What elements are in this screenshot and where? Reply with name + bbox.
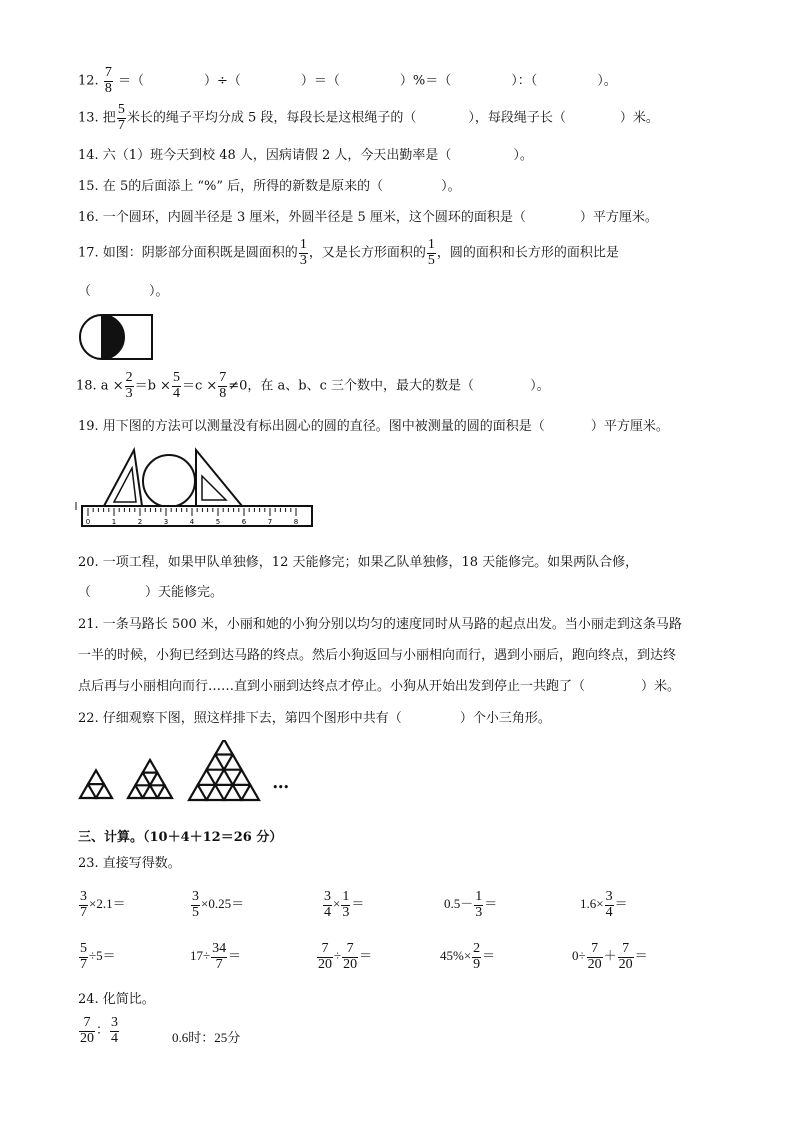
ruler-label: 5 (215, 518, 221, 526)
calc-item: 17÷ $\frac{34}{7}$ ＝ (190, 941, 242, 972)
small-triangle (215, 740, 233, 755)
calc-item: 45%× $\frac{2}{9}$ ＝ (440, 941, 496, 972)
question-17-line2: （ ）。 (78, 284, 169, 299)
fraction: $\frac{7}{8}$ (104, 65, 112, 96)
ruler-label: 3 (163, 518, 169, 526)
small-triangle (135, 773, 150, 786)
continuation-dots: ••• (272, 781, 289, 794)
small-triangle (96, 784, 112, 798)
fraction: $\frac{1}{3}$ (299, 237, 307, 268)
question-20-line2: （ ）天能修完。 (78, 585, 224, 600)
fraction: $\frac{1}{5}$ (427, 237, 435, 268)
question-21: 21. 一条马路长 500 米，小丽和她的小狗分别以均匀的速度同时从马路的起点出发。当小丽走到这条马路 (78, 617, 682, 632)
question-20: 20. 一项工程，如果甲队单独修，12 天能修完；如果乙队单独修，18 天能修完。如果两队合修， (78, 555, 639, 570)
ruler-label: 8 (293, 518, 299, 526)
small-triangle (224, 755, 242, 770)
question-19: 19. 用下图的方法可以测量没有标出圆心的圆的直径。图中被测量的圆的面积是（ ）平方厘米。 (78, 419, 669, 434)
small-triangle (215, 770, 233, 785)
question-16: 16. 一个圆环，内圆半径是 3 厘米，外圆半径是 5 厘米，这个圆环的面积是（ ）平方厘米。 (78, 210, 658, 225)
small-triangle (224, 785, 242, 800)
small-triangle (157, 785, 172, 798)
ruler-label: 0 (85, 518, 91, 526)
ruler-label: 7 (267, 518, 273, 526)
small-triangle (88, 770, 104, 784)
question-17: 17. 如图：阴影部分面积既是圆面积的 $\frac{1}{3}$ ，又是长方形面积的 $\frac{1}{5}$ ，圆的面积和长方形的面积比是 (78, 237, 619, 268)
ruler-label: 2 (137, 518, 143, 526)
fraction: $\frac{7}{8}$ (219, 370, 227, 401)
question-12: 12. $\frac{7}{8}$ ＝（ ）÷（ ）＝（ ）%＝（ ）：（ ）。 (78, 65, 617, 96)
triangle-figure-1 (80, 770, 112, 798)
ratio-item: $\frac{7}{20}$ ： $\frac{3}{4}$ (80, 1015, 119, 1046)
question-13: 13. 把 $\frac{5}{7}$ 米长的绳子平均分成 5 段，每段长是这根绳子的（ ），每段绳子长（ ）米。 (78, 102, 659, 133)
calc-item: $\frac{3}{7}$ ×2.1＝ (80, 889, 126, 920)
section-3-title: 三、计算。（10＋4＋12＝26 分） (78, 830, 283, 845)
question-23-title: 23. 直接写得数。 (78, 856, 181, 871)
question-21-line3: 点后再与小丽相向而行……直到小丽到达终点才停止。小狗从开始出发到停止一共跑了（ ）米。 (78, 679, 681, 694)
calc-item: $\frac{5}{7}$ ÷5＝ (80, 941, 116, 972)
small-triangle (143, 785, 158, 798)
question-24-title: 24. 化简比。 (78, 992, 155, 1007)
small-triangle (242, 785, 260, 800)
question-18: 18. a × $\frac{2}{3}$ ＝b × $\frac{5}{4}$ ＝c × $\frac{7}{8}$ ≠0，在 a、b、c 三个数中，最大的数是（ ）。 (76, 370, 550, 401)
small-triangle (207, 785, 225, 800)
calc-item: $\frac{7}{20}$ ÷ $\frac{7}{20}$ ＝ (318, 941, 373, 972)
calc-item: $\frac{3}{4}$ × $\frac{1}{3}$ ＝ (324, 889, 365, 920)
ruler-label: 6 (241, 518, 247, 526)
fraction: $\frac{5}{4}$ (172, 370, 180, 401)
small-triangle (80, 784, 96, 798)
calc-item: 0.5－ $\frac{1}{3}$ ＝ (444, 889, 498, 920)
circle-rectangle-figure (76, 312, 158, 362)
question-14: 14. 六（1）班今天到校 48 人，因病请假 2 人，今天出勤率是（ ）。 (78, 148, 533, 163)
small-triangle (198, 770, 216, 785)
question-22: 22. 仔细观察下图，照这样排下去，第四个图形中共有（ ）个小三角形。 (78, 711, 551, 726)
small-triangle (207, 755, 225, 770)
ruler-label: 1 (111, 518, 117, 526)
fraction: $\frac{2}{3}$ (125, 370, 133, 401)
fraction: $\frac{5}{7}$ (117, 102, 125, 133)
triangle-figure-3 (189, 740, 259, 800)
small-triangle (233, 770, 251, 785)
ruler-label: 4 (189, 518, 195, 526)
triangle-pattern-figure (76, 740, 306, 806)
small-triangle (150, 773, 165, 786)
small-triangle (189, 785, 207, 800)
question-21-line2: 一半的时候，小狗已经到达马路的终点。然后小狗返回与小丽相向而行，遇到小丽后，跑向终点，到达终 (78, 648, 677, 663)
calc-item: 1.6× $\frac{3}{4}$ ＝ (580, 889, 628, 920)
small-triangle (128, 785, 143, 798)
calc-item: $\frac{3}{5}$ ×0.25＝ (192, 889, 245, 920)
question-15: 15. 在 5的后面添上 “%” 后，所得的新数是原来的（ ）。 (78, 179, 461, 194)
ruler-triangles-figure (74, 446, 318, 536)
ratio-item: 0.6时：25分 (172, 1030, 241, 1045)
triangle-figure-2 (128, 760, 172, 798)
small-triangle (143, 760, 158, 773)
calc-item: 0÷ $\frac{7}{20}$ ＋ $\frac{7}{20}$ ＝ (572, 941, 648, 972)
